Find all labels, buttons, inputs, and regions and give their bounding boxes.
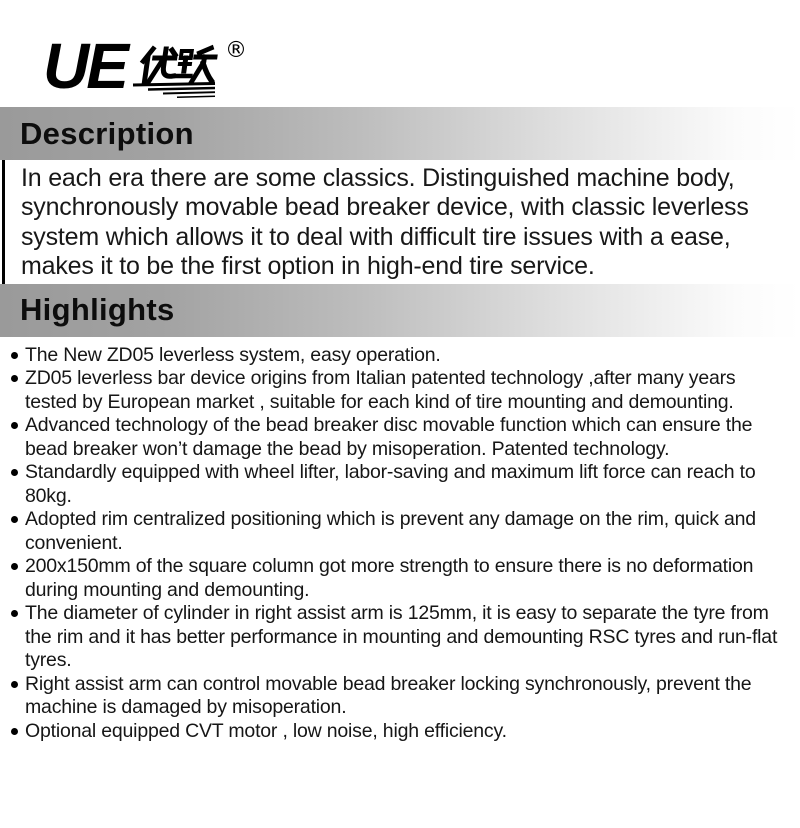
highlights-list	[8, 344, 790, 744]
brand-logo-image	[45, 28, 255, 100]
highlight-item	[8, 673, 790, 720]
highlight-item-text: Adopted rim centralized positioning which is prevent any damage on the rim, quick and convenient.	[25, 508, 756, 554]
highlight-item	[8, 414, 790, 461]
logo-ue-text: UE	[45, 30, 126, 100]
brand-logo	[45, 28, 255, 100]
bullet-icon	[11, 610, 18, 617]
highlight-item	[8, 508, 790, 555]
description-block	[2, 160, 794, 284]
highlight-item-text: The diameter of cylinder in right assist arm is 125mm, it is easy to separate the tyre from the rim and it has better performance in mounting and demounting RSC tyres and run-flat tyres.	[25, 602, 778, 672]
bullet-icon	[11, 422, 18, 429]
highlight-item-text: ZD05 leverless bar device origins from Italian patented technology ,after many years tested by European market , suitable for each kind of tire mounting and demounting.	[25, 367, 736, 413]
logo-cjk-glyphs	[140, 48, 216, 82]
description-section-header	[0, 107, 800, 160]
highlight-item	[8, 367, 790, 414]
highlight-item-text: Right assist arm can control movable bead breaker locking synchronously, prevent the machine is damaged by misoperation.	[25, 672, 752, 719]
highlight-item	[8, 602, 790, 673]
bullet-icon	[11, 352, 18, 359]
highlights-title: Highlights	[20, 292, 175, 328]
highlight-item	[8, 720, 790, 744]
highlight-item	[8, 555, 790, 602]
highlights-section-header	[0, 284, 800, 337]
bullet-icon	[11, 728, 18, 735]
highlight-item	[8, 461, 790, 508]
logo-speed-lines	[133, 84, 215, 98]
highlight-item-text: Standardly equipped with wheel lifter, labor-saving and maximum lift force can reach to 80kg.	[25, 461, 756, 507]
highlight-item	[8, 344, 790, 368]
highlight-item-text: Advanced technology of the bead breaker disc movable function which can ensure the bead breaker won’t damage the bead by misoperation. Patented technology.	[25, 414, 753, 460]
highlight-item-text: 200x150mm of the square column got more strength to ensure there is no deformation during mounting and demounting.	[25, 555, 754, 601]
bullet-icon	[11, 516, 18, 523]
bullet-icon	[11, 681, 18, 688]
bullet-icon	[11, 563, 18, 570]
description-text: In each era there are some classics. Distinguished machine body, synchronously movable bead breaker device, with classic leverless system which allows it to deal with difficult tire issues with a ease, makes it to be the first option in high-end tire service.	[21, 164, 749, 281]
bullet-icon	[11, 469, 18, 476]
highlight-item-text: Optional equipped CVT motor , low noise, high efficiency.	[25, 719, 507, 742]
highlight-item-text: The New ZD05 leverless system, easy operation.	[25, 343, 441, 366]
description-title: Description	[20, 115, 194, 151]
registered-mark-icon: ®	[225, 38, 247, 63]
bullet-icon	[11, 375, 18, 382]
